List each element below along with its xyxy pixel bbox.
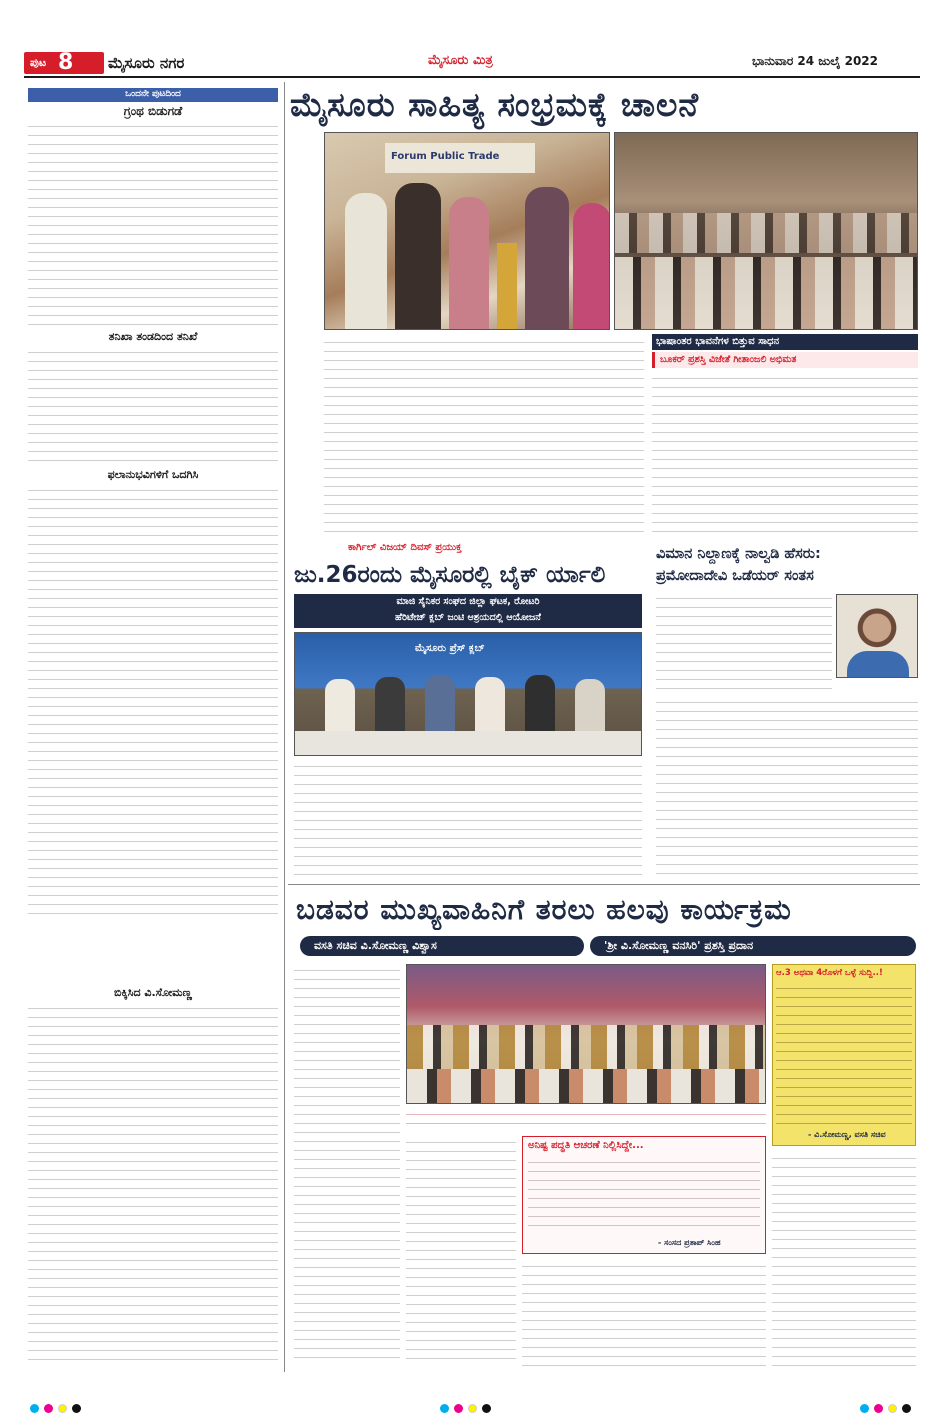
cyan-mark (860, 1404, 869, 1413)
good-news-headline: ಆ.3 ಅಥವಾ 4ರೊಳಗೆ ಒಳ್ಳೆ ಸುದ್ದಿ..! (776, 968, 883, 978)
photo-caption (406, 1108, 766, 1132)
scheme-body-4 (772, 1152, 916, 1366)
airport-headline-1: ವಿಮಾನ ನಿಲ್ದಾಣಕ್ಕೆ ನಾಲ್ವಡಿ ಹೆಸರು: (656, 546, 821, 562)
cyan-mark (440, 1404, 449, 1413)
person-silhouette (395, 183, 441, 330)
story5-headline: ಬಿಕ್ಕಿಸಿದ ವಿ.ಸೋಮಣ್ಣ (114, 986, 192, 999)
airport-body-2 (656, 696, 918, 878)
audience-row (615, 257, 918, 330)
audience-row (615, 213, 918, 253)
continued-label: ಒಂದನೇ ಪುಟದಿಂದ (125, 89, 181, 99)
lead-photo-banner-text: Forum Public Trade (391, 151, 500, 162)
pratap-box-body (528, 1156, 760, 1234)
lead-photo-lamp-lighting (324, 132, 610, 330)
booker-subhead: ಬೂಕರ್ ಪ್ರಶಸ್ತಿ ವಿಜೇತೆ ಗೀತಾಂಜಲಿ ಅಭಿಮತ (660, 354, 797, 365)
good-news-sign: - ವಿ.ಸೋಮಣ್ಣ, ವಸತಿ ಸಚಿವ (808, 1130, 886, 1139)
left-column-divider (284, 82, 285, 1372)
person-silhouette (573, 203, 610, 330)
lamp (497, 243, 517, 330)
black-mark (902, 1404, 911, 1413)
table (295, 731, 642, 756)
magenta-mark (454, 1404, 463, 1413)
print-marks (0, 1398, 945, 1424)
pratap-box-sign: - ಸಂಸದ ಪ್ರತಾಪ್ ಸಿಂಹ (658, 1238, 721, 1247)
cyan-mark (30, 1404, 39, 1413)
page-label: ಪುಟ (30, 56, 47, 69)
lead-headline: ಮೈಸೂರು ಸಾಹಿತ್ಯ ಸಂಭ್ರಮಕ್ಕೆ ಚಾಲನೆ (290, 85, 700, 124)
saree (847, 651, 909, 678)
story1-body (28, 120, 278, 332)
rally-subhead-1: ಮಾಜಿ ಸೈನಿಕರ ಸಂಘದ ಜಿಲ್ಲಾ ಘಟಕ, ರೋಟರಿ (396, 596, 540, 607)
airport-headline-2: ಪ್ರಮೋದಾದೇವಿ ಒಡೆಯರ್ ಸಂತಸ (656, 568, 814, 584)
rally-story (288, 540, 650, 880)
story2-body (28, 346, 278, 466)
airport-body-1 (656, 592, 832, 692)
issue-date: ಭಾನುವಾರ 24 ಜುಲೈ 2022 (752, 54, 878, 68)
scheme-top-rule (288, 884, 920, 885)
paper-name: ಮೈಸೂರು ಮಿತ್ರ (428, 53, 493, 68)
scheme-body-3 (522, 1260, 766, 1366)
translation-body (652, 372, 918, 538)
yellow-mark (58, 1404, 67, 1413)
left-column (24, 82, 282, 1372)
section-title: ಮೈಸೂರು ನಗರ (108, 54, 185, 72)
scheme-body-2 (406, 1136, 516, 1366)
yellow-mark (888, 1404, 897, 1413)
person-silhouette (525, 187, 569, 330)
scheme-subhead-left: ವಸತಿ ಸಚಿವ ವಿ.ಸೋಮಣ್ಣ ವಿಶ್ವಾಸ (314, 939, 437, 952)
story3-body (28, 484, 278, 914)
good-news-body (776, 982, 912, 1126)
scheme-body-1 (294, 964, 400, 1366)
rally-banner-text: ಮೈಸೂರು ಪ್ರೆಸ್ ಕ್ಲಬ್ (415, 643, 485, 654)
page-number: 8 (58, 50, 74, 75)
rally-kicker-box (288, 540, 650, 556)
story1-headline: ಗ್ರಂಥ ಬಿಡುಗಡೆ (123, 104, 183, 118)
pramoda-devi-photo (836, 594, 918, 678)
people-row (407, 1069, 766, 1104)
black-mark (482, 1404, 491, 1413)
lead-story (288, 80, 920, 540)
rally-kicker: ಕಾರ್ಗಿಲ್ ವಿಜಯ್ ದಿವಸ್ ಪ್ರಯುಕ್ತ (348, 542, 462, 553)
rally-headline: ಜು.26ರಂದು ಮೈಸೂರಲ್ಲಿ ಬೈಕ್ ರ್ಯಾಲಿ (294, 562, 606, 588)
magenta-mark (874, 1404, 883, 1413)
masthead-rule (24, 76, 920, 78)
story3-headline: ಫಲಾನುಭವಿಗಳಿಗೆ ಒದಗಿಸಿ (107, 468, 199, 481)
story5-body (28, 1002, 278, 1364)
black-mark (72, 1404, 81, 1413)
magenta-mark (44, 1404, 53, 1413)
scheme-headline: ಬಡವರ ಮುಖ್ಯವಾಹಿನಿಗೆ ತರಲು ಹಲವು ಕಾರ್ಯಕ್ರಮ (296, 893, 792, 926)
award-ceremony-photo (406, 964, 766, 1104)
rally-body (294, 760, 642, 878)
yellow-mark (468, 1404, 477, 1413)
lead-photo-audience (614, 132, 918, 330)
rally-photo (294, 632, 642, 756)
story2-headline: ತನಿಖಾ ತಂಡದಿಂದ ತನಿಖೆ (108, 330, 198, 343)
lead-body (324, 336, 644, 538)
masthead (0, 0, 945, 74)
person-silhouette (345, 193, 387, 330)
scheme-subhead-right: 'ಶ್ರೀ ವಿ.ಸೋಮಣ್ಣ ವನಸಿರಿ' ಪ್ರಶಸ್ತಿ ಪ್ರದಾನ (604, 939, 754, 952)
scheme-story (288, 884, 920, 1374)
translation-kicker: ಭಾಷಾಂತರ ಭಾವನೆಗಳ ಬಿತ್ತುವ ಸಾಧನ (656, 336, 780, 347)
person-silhouette (449, 197, 489, 330)
pratap-box-headline: ಅನಿಷ್ಟ ಪದ್ಧತಿ ಆಚರಣೆ ನಿಲ್ಲಿಸಿದ್ದೇ... (528, 1140, 644, 1151)
rally-subhead-2: ಹೆರಿಟೇಜ್ ಕ್ಲಬ್ ಜಂಟಿ ಆಶ್ರಯದಲ್ಲಿ ಆಯೋಜನೆ (395, 612, 541, 623)
airport-story (654, 540, 920, 880)
award-row (407, 1025, 766, 1069)
